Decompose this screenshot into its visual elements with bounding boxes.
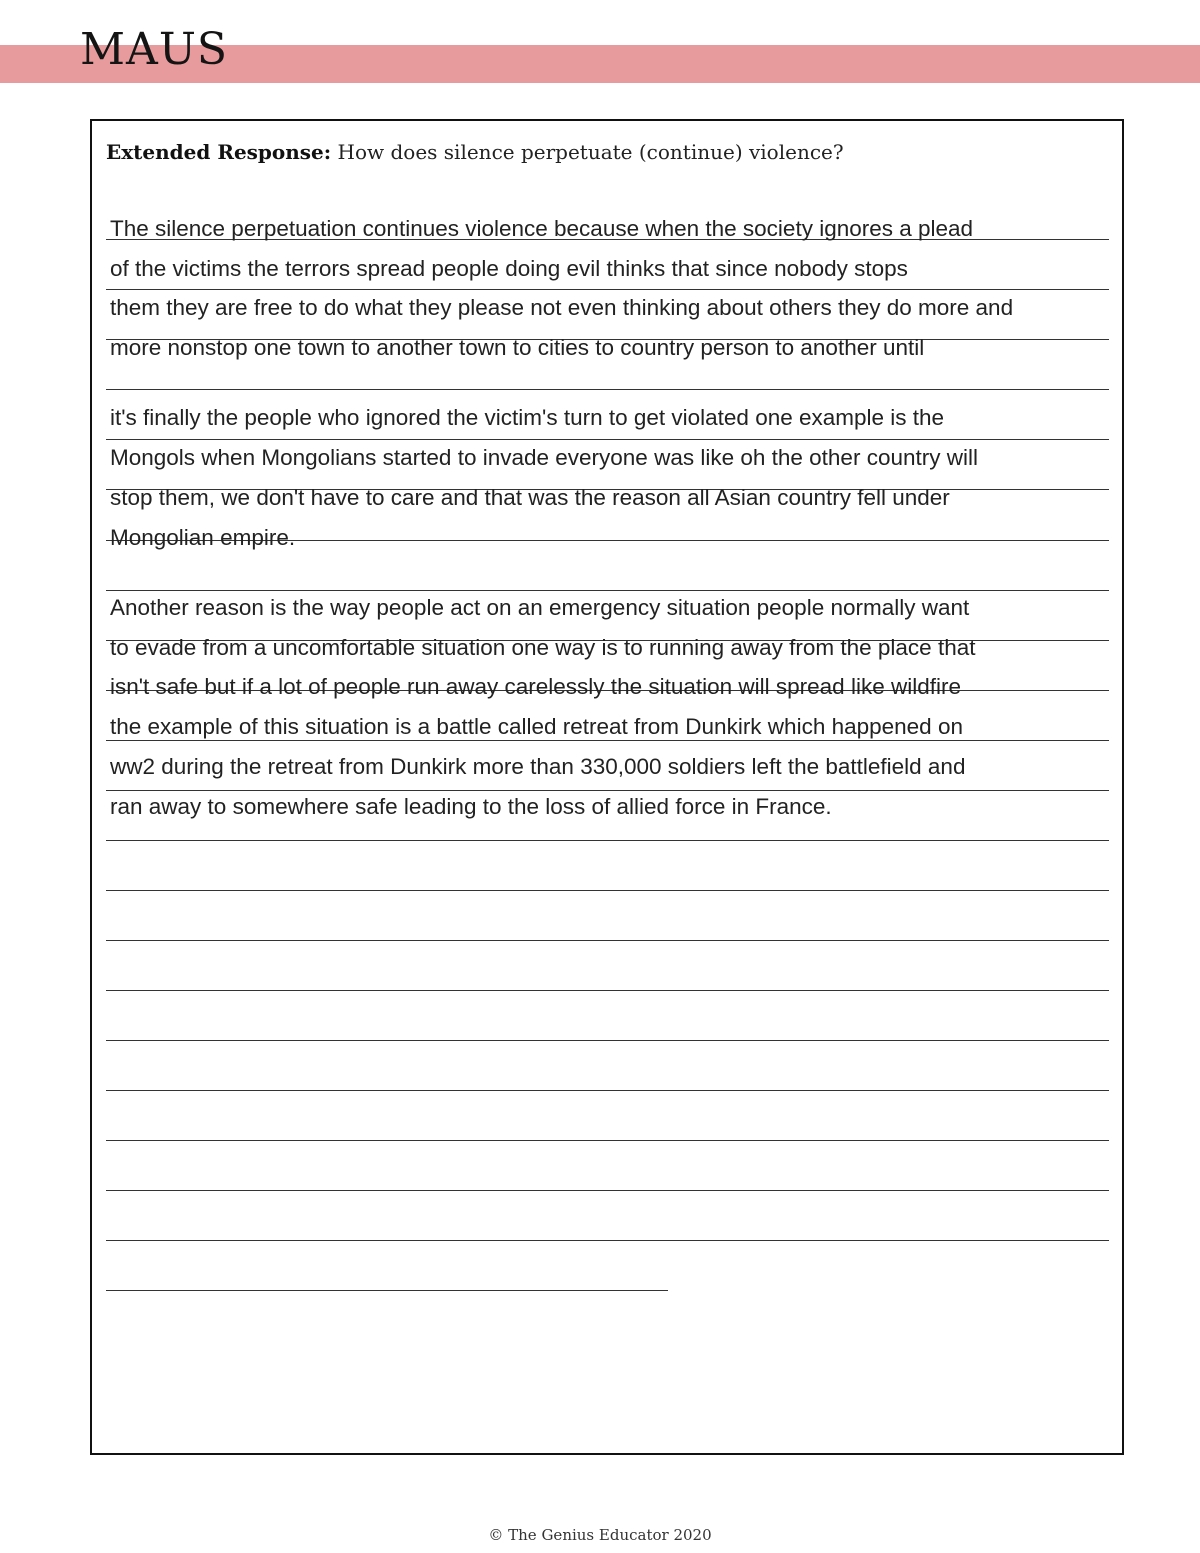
prompt [106, 140, 844, 164]
response-line: Another reason is the way people act on an emergency situation people normally want [110, 595, 970, 620]
writing-line [106, 890, 1109, 891]
writing-line [106, 940, 1109, 941]
writing-line [106, 1240, 1109, 1241]
writing-line [106, 1290, 668, 1291]
writing-line [106, 1040, 1109, 1041]
response-line: to evade from a uncomfortable situation one way is to running away from the place that [110, 635, 976, 660]
prompt-label: Extended Response: [106, 140, 332, 164]
response-line: more nonstop one town to another town to cities to country person to another until [110, 335, 925, 360]
response-line: stop them, we don't have to care and that was the reason all Asian country fell under [110, 485, 950, 510]
writing-line [106, 740, 1109, 741]
response-line: of the victims the terrors spread people doing evil thinks that since nobody stops [110, 256, 908, 281]
response-line: the example of this situation is a battle called retreat from Dunkirk which happened on [110, 714, 963, 739]
writing-line [106, 590, 1109, 591]
response-line: ww2 during the retreat from Dunkirk more than 330,000 soldiers left the battlefield and [110, 754, 966, 779]
page-title: MAUS [80, 24, 229, 75]
response-line: isn't safe but if a lot of people run away carelessly the situation will spread like wildfire [110, 674, 961, 699]
writing-line [106, 840, 1109, 841]
prompt-question: How does silence perpetuate (continue) violence? [337, 140, 844, 164]
writing-line [106, 439, 1109, 440]
response-line: them they are free to do what they please not even thinking about others they do more and [110, 295, 1014, 320]
response-line: ran away to somewhere safe leading to the loss of allied force in France. [110, 794, 832, 819]
response-line: Mongolian empire. [110, 525, 296, 550]
footer-copyright: © The Genius Educator 2020 [488, 1526, 712, 1544]
writing-line [106, 990, 1109, 991]
response-line: it's finally the people who ignored the victim's turn to get violated one example is the [110, 405, 945, 430]
response-line: Mongols when Mongolians started to invade everyone was like oh the other country will [110, 445, 978, 470]
writing-line [106, 1140, 1109, 1141]
writing-line [106, 1090, 1109, 1091]
response-line: The silence perpetuation continues violence because when the society ignores a plead [110, 216, 974, 241]
writing-line [106, 289, 1109, 290]
writing-line [106, 389, 1109, 390]
writing-line [106, 1190, 1109, 1191]
writing-line [106, 790, 1109, 791]
